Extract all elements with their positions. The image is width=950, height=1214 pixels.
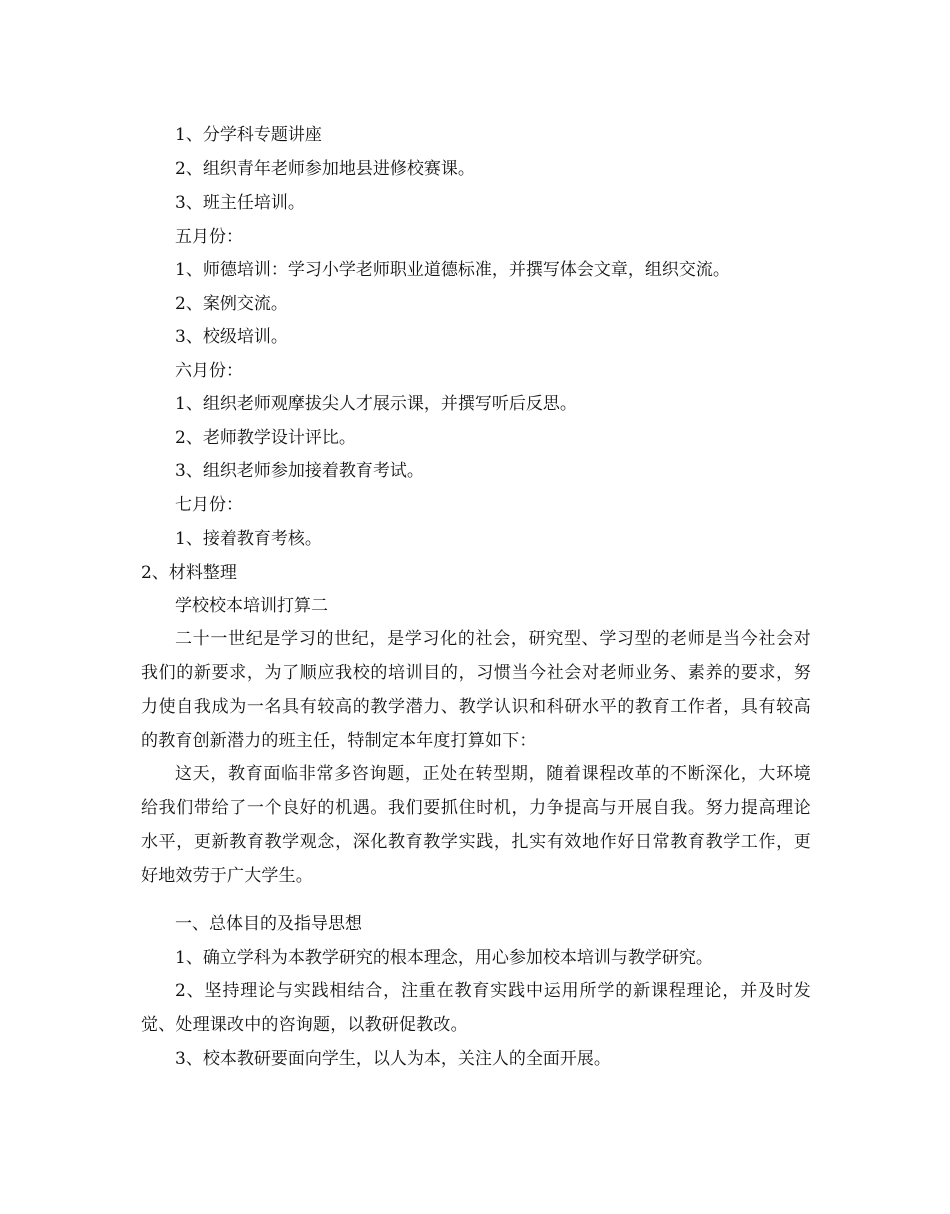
intro-paragraph: 二十一世纪是学习的世纪，是学习化的社会，研究型、学习型的老师是当今社会对我们的新要求，为了顺应我校的培训目的，习惯当今社会对老师业务、素养的要求，努力使自我成为一名具有较高的教学潜力、教学认识和科研水平的教育工作者，具有较高的教育创新潜力的班主任，特制定本年度打算如下：: [141, 629, 811, 751]
list-item: 1、接着教育考核。: [175, 529, 322, 549]
context-paragraph: 这天，教育面临非常多咨询题，正处在转型期，随着课程改革的不断深化，大环境给我们带给了一个良好的机遇。我们要抓住时机，力争提高与开展自我。努力提高理论水平，更新教育教学观念，深化教育教学实践，扎实有效地作好日常教育教学工作，更好地效劳于广大学生。: [141, 764, 811, 886]
list-item: 1、师德培训：学习小学老师职业道德标准，并撰写体会文章，组织交流。: [175, 260, 730, 280]
section-heading: 一、总体目的及指导思想: [175, 914, 362, 934]
section-item: 1、确立学科为本教学研究的根本理念，用心参加校本培训与教学研究。: [175, 948, 713, 968]
list-item: 1、分学科专题讲座: [175, 125, 322, 145]
list-item: 2、老师教学设计评比。: [175, 428, 356, 448]
list-item: 3、组织老师参加接着教育考试。: [175, 461, 424, 481]
list-item: 3、班主任培训。: [175, 193, 305, 213]
month-heading-july: 七月份：: [175, 495, 243, 515]
list-item: 3、校级培训。: [175, 327, 288, 347]
section-item: 3、校本教研要面向学生，以人为本，关注人的全面开展。: [175, 1049, 611, 1069]
list-item-materials: 2、材料整理: [141, 563, 237, 583]
list-item: 2、组织青年老师参加地县进修校赛课。: [175, 159, 475, 179]
list-item: 1、组织老师观摩拔尖人才展示课，并撰写听后反思。: [175, 394, 577, 414]
list-item: 2、案例交流。: [175, 294, 288, 314]
month-heading-june: 六月份：: [175, 361, 243, 381]
section-item: 2、坚持理论与实践相结合，注重在教育实践中运用所学的新课程理论，并及时发觉、处理课改中的咨询题，以教研促教改。: [141, 981, 811, 1035]
month-heading-may: 五月份：: [175, 227, 243, 247]
document-subtitle: 学校校本培训打算二: [175, 596, 328, 616]
